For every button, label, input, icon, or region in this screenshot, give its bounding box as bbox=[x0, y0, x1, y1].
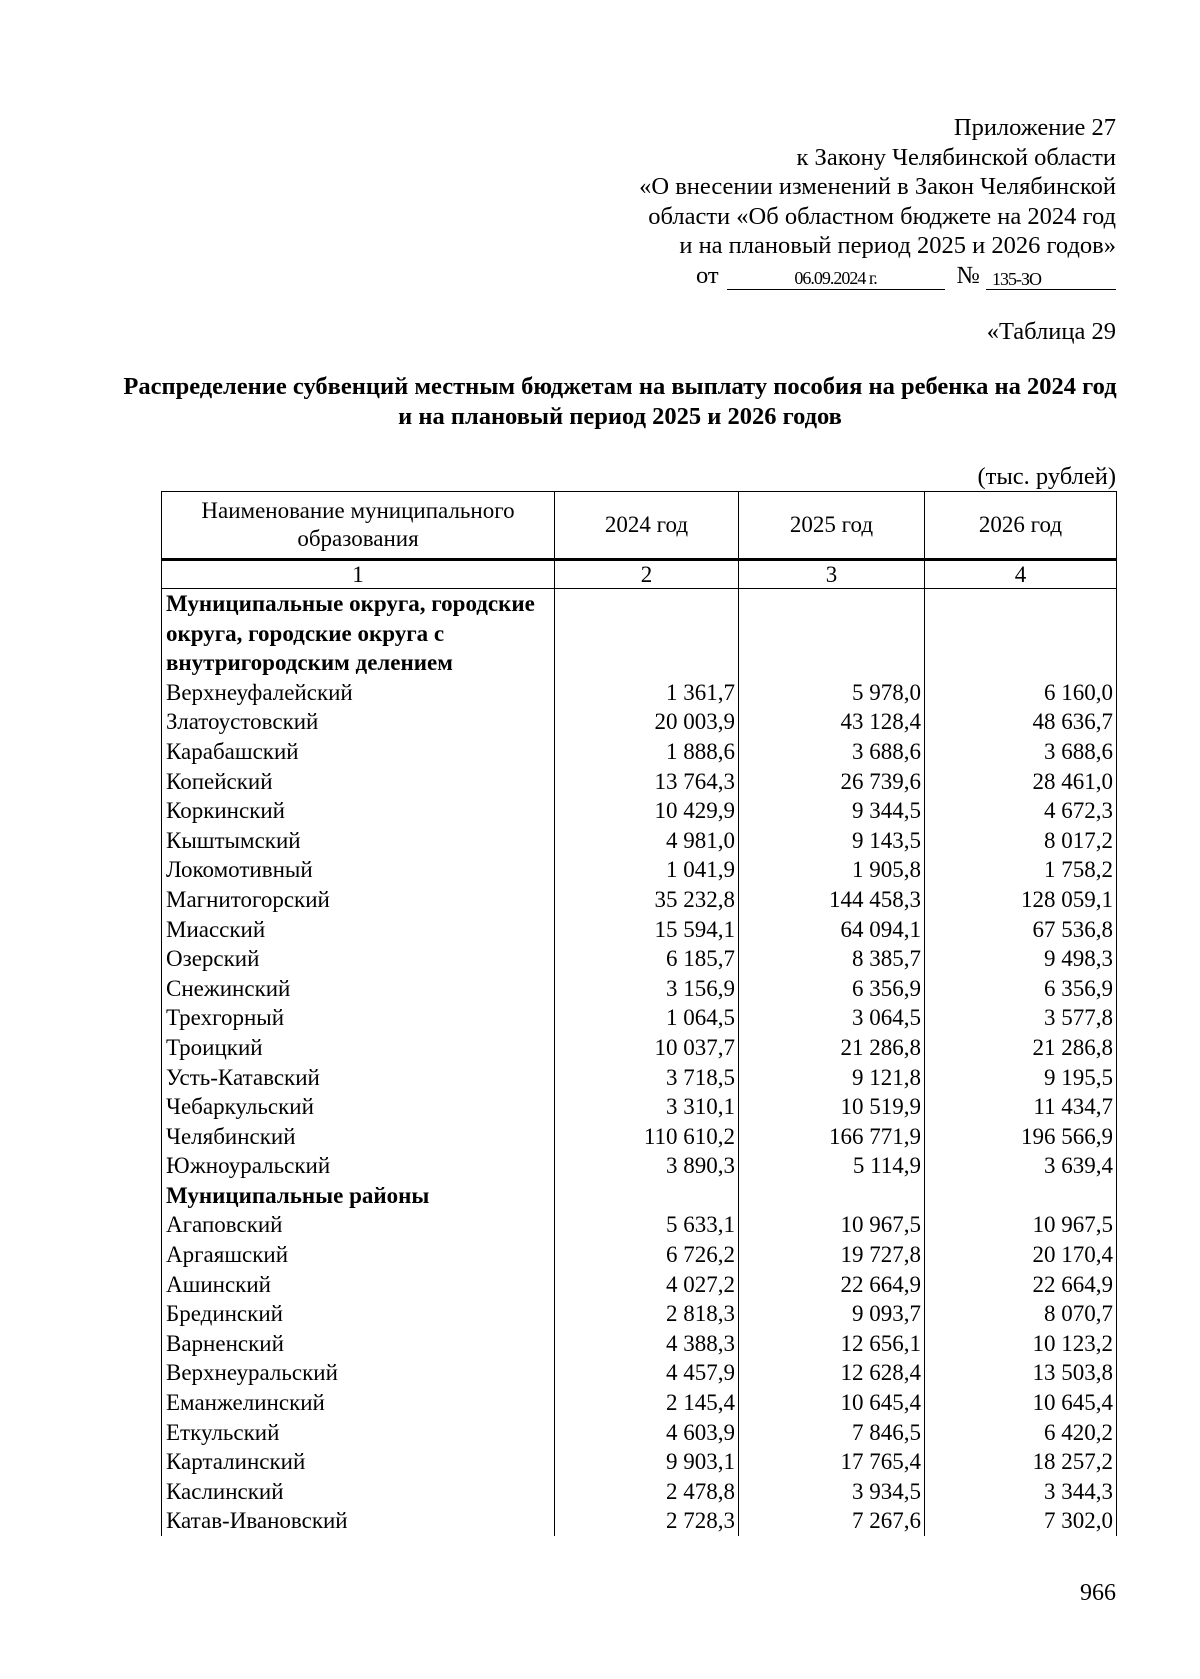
table-row bbox=[162, 1329, 1117, 1359]
municipality-name: Ашинский bbox=[162, 1270, 555, 1300]
column-number: 4 bbox=[925, 560, 1117, 589]
amount-2025: 3 688,6 bbox=[739, 737, 925, 767]
municipality-name: Локомотивный bbox=[162, 855, 555, 885]
municipality-name: Верхнеуральский bbox=[162, 1358, 555, 1388]
table-row bbox=[162, 1003, 1117, 1033]
table-row bbox=[162, 737, 1117, 767]
municipality-name: Еткульский bbox=[162, 1418, 555, 1448]
table-row bbox=[162, 1388, 1117, 1418]
amount-2025: 3 064,5 bbox=[739, 1003, 925, 1033]
amount-2025: 21 286,8 bbox=[739, 1033, 925, 1063]
table-row bbox=[162, 915, 1117, 945]
amount-2026: 196 566,9 bbox=[925, 1122, 1117, 1152]
appendix-line: Приложение 27 bbox=[953, 114, 1116, 141]
amount-2026: 9 498,3 bbox=[925, 944, 1117, 974]
amount-2024: 3 890,3 bbox=[555, 1151, 739, 1181]
amount-2026: 7 302,0 bbox=[925, 1506, 1117, 1536]
subvention-table bbox=[161, 491, 1117, 1536]
municipality-name: Южноуральский bbox=[162, 1151, 555, 1181]
empty-cell bbox=[925, 589, 1117, 678]
document-title: Распределение субвенций местным бюджетам на выплату пособия на ребенка на 2024 год и на плановый период 2025 и 2026 годов bbox=[123, 373, 1117, 430]
table-row bbox=[162, 1270, 1117, 1300]
amount-2024: 15 594,1 bbox=[555, 915, 739, 945]
municipality-name: Копейский bbox=[162, 767, 555, 797]
appendix-line: и на плановый период 2025 и 2026 годов» bbox=[679, 232, 1116, 259]
municipality-name: Карталинский bbox=[162, 1447, 555, 1477]
amount-2024: 35 232,8 bbox=[555, 885, 739, 915]
municipality-name: Трехгорный bbox=[162, 1003, 555, 1033]
empty-cell bbox=[555, 589, 739, 678]
amount-2025: 12 656,1 bbox=[739, 1329, 925, 1359]
amount-2024: 6 726,2 bbox=[555, 1240, 739, 1270]
amount-2024: 4 027,2 bbox=[555, 1270, 739, 1300]
amount-2024: 4 457,9 bbox=[555, 1358, 739, 1388]
amount-2025: 10 645,4 bbox=[739, 1388, 925, 1418]
amount-2026: 28 461,0 bbox=[925, 767, 1117, 797]
municipality-name: Миасский bbox=[162, 915, 555, 945]
municipality-name: Чебаркульский bbox=[162, 1092, 555, 1122]
amount-2024: 10 037,7 bbox=[555, 1033, 739, 1063]
amount-2024: 1 041,9 bbox=[555, 855, 739, 885]
amount-2025: 166 771,9 bbox=[739, 1122, 925, 1152]
law-date: 06.09.2024 г. bbox=[727, 263, 945, 290]
table-row bbox=[162, 1358, 1117, 1388]
table-row bbox=[162, 1151, 1117, 1181]
municipality-name: Варненский bbox=[162, 1329, 555, 1359]
amount-2025: 43 128,4 bbox=[739, 707, 925, 737]
municipality-name: Магнитогорский bbox=[162, 885, 555, 915]
amount-2025: 9 344,5 bbox=[739, 796, 925, 826]
amount-2026: 13 503,8 bbox=[925, 1358, 1117, 1388]
amount-2025: 10 519,9 bbox=[739, 1092, 925, 1122]
amount-2025: 19 727,8 bbox=[739, 1240, 925, 1270]
municipality-name: Агаповский bbox=[162, 1210, 555, 1240]
amount-2026: 3 688,6 bbox=[925, 737, 1117, 767]
table-header-row bbox=[162, 492, 1117, 560]
amount-2024: 6 185,7 bbox=[555, 944, 739, 974]
table-row bbox=[162, 678, 1117, 708]
amount-2024: 3 310,1 bbox=[555, 1092, 739, 1122]
amount-2025: 26 739,6 bbox=[739, 767, 925, 797]
amount-2024: 10 429,9 bbox=[555, 796, 739, 826]
amount-2024: 3 718,5 bbox=[555, 1063, 739, 1093]
column-number-row bbox=[162, 560, 1117, 589]
table-row bbox=[162, 1063, 1117, 1093]
table-row bbox=[162, 1418, 1117, 1448]
section-row bbox=[162, 589, 1117, 678]
amount-2024: 20 003,9 bbox=[555, 707, 739, 737]
municipality-name: Кыштымский bbox=[162, 826, 555, 856]
amount-2025: 3 934,5 bbox=[739, 1477, 925, 1507]
empty-cell bbox=[555, 1181, 739, 1211]
column-number: 3 bbox=[739, 560, 925, 589]
amount-2025: 6 356,9 bbox=[739, 974, 925, 1004]
header-municipality: Наименование муниципального образования bbox=[162, 492, 555, 560]
table-row bbox=[162, 1506, 1117, 1536]
amount-2026: 8 070,7 bbox=[925, 1299, 1117, 1329]
amount-2025: 8 385,7 bbox=[739, 944, 925, 974]
amount-2026: 18 257,2 bbox=[925, 1447, 1117, 1477]
municipality-name: Челябинский bbox=[162, 1122, 555, 1152]
amount-2026: 10 645,4 bbox=[925, 1388, 1117, 1418]
municipality-name: Аргаяшский bbox=[162, 1240, 555, 1270]
section-title: Муниципальные районы bbox=[162, 1181, 555, 1211]
amount-2024: 9 903,1 bbox=[555, 1447, 739, 1477]
table-body bbox=[162, 589, 1117, 1537]
amount-2025: 22 664,9 bbox=[739, 1270, 925, 1300]
amount-2024: 2 478,8 bbox=[555, 1477, 739, 1507]
amount-2026: 9 195,5 bbox=[925, 1063, 1117, 1093]
amount-2025: 9 121,8 bbox=[739, 1063, 925, 1093]
municipality-name: Брединский bbox=[162, 1299, 555, 1329]
table-row bbox=[162, 767, 1117, 797]
header-2026: 2026 год bbox=[925, 492, 1117, 560]
municipality-name: Озерский bbox=[162, 944, 555, 974]
municipality-name: Каслинский bbox=[162, 1477, 555, 1507]
table-row bbox=[162, 826, 1117, 856]
amount-2024: 3 156,9 bbox=[555, 974, 739, 1004]
law-number: 135-ЗО bbox=[986, 264, 1116, 290]
empty-cell bbox=[739, 589, 925, 678]
units-label: (тыс. рублей) bbox=[977, 463, 1116, 490]
municipality-name: Троицкий bbox=[162, 1033, 555, 1063]
amount-2024: 13 764,3 bbox=[555, 767, 739, 797]
amount-2024: 5 633,1 bbox=[555, 1210, 739, 1240]
amount-2024: 4 388,3 bbox=[555, 1329, 739, 1359]
amount-2026: 3 639,4 bbox=[925, 1151, 1117, 1181]
amount-2026: 6 356,9 bbox=[925, 974, 1117, 1004]
number-label: № bbox=[956, 261, 980, 289]
amount-2026: 3 344,3 bbox=[925, 1477, 1117, 1507]
amount-2026: 3 577,8 bbox=[925, 1003, 1117, 1033]
amount-2026: 6 420,2 bbox=[925, 1418, 1117, 1448]
empty-cell bbox=[925, 1181, 1117, 1211]
amount-2026: 10 123,2 bbox=[925, 1329, 1117, 1359]
appendix-line: к Закону Челябинской области bbox=[796, 143, 1116, 171]
municipality-name: Коркинский bbox=[162, 796, 555, 826]
table-row bbox=[162, 796, 1117, 826]
table-row bbox=[162, 944, 1117, 974]
amount-2025: 7 846,5 bbox=[739, 1418, 925, 1448]
table-row bbox=[162, 1122, 1117, 1152]
column-number: 1 bbox=[162, 560, 555, 589]
column-number: 2 bbox=[555, 560, 739, 589]
amount-2024: 110 610,2 bbox=[555, 1122, 739, 1152]
table-label: «Таблица 29 bbox=[986, 318, 1116, 345]
appendix-line: «О внесении изменений в Закон Челябинской bbox=[639, 173, 1116, 200]
empty-cell bbox=[739, 1181, 925, 1211]
page-number: 966 bbox=[1080, 1580, 1116, 1606]
amount-2024: 4 603,9 bbox=[555, 1418, 739, 1448]
municipality-name: Карабашский bbox=[162, 737, 555, 767]
amount-2025: 64 094,1 bbox=[739, 915, 925, 945]
municipality-name: Катав-Ивановский bbox=[162, 1506, 555, 1536]
table-row bbox=[162, 1477, 1117, 1507]
amount-2025: 17 765,4 bbox=[739, 1447, 925, 1477]
section-row bbox=[162, 1181, 1117, 1211]
amount-2026: 11 434,7 bbox=[925, 1092, 1117, 1122]
amount-2025: 10 967,5 bbox=[739, 1210, 925, 1240]
amount-2024: 2 145,4 bbox=[555, 1388, 739, 1418]
table-row bbox=[162, 1447, 1117, 1477]
section-title: Муниципальные округа, городские округа, городские округа с внутригородским делением bbox=[162, 589, 555, 678]
from-label: от bbox=[695, 261, 719, 289]
amount-2024: 2 818,3 bbox=[555, 1299, 739, 1329]
table-row bbox=[162, 885, 1117, 915]
amount-2024: 1 064,5 bbox=[555, 1003, 739, 1033]
amount-2024: 4 981,0 bbox=[555, 826, 739, 856]
amount-2025: 5 978,0 bbox=[739, 678, 925, 708]
amount-2026: 10 967,5 bbox=[925, 1210, 1117, 1240]
table-row bbox=[162, 1092, 1117, 1122]
appendix-line: области «Об областном бюджете на 2024 год bbox=[648, 202, 1116, 230]
amount-2025: 9 093,7 bbox=[739, 1299, 925, 1329]
law-date-number-line bbox=[639, 261, 1116, 291]
amount-2024: 1 361,7 bbox=[555, 678, 739, 708]
amount-2026: 128 059,1 bbox=[925, 885, 1117, 915]
amount-2025: 12 628,4 bbox=[739, 1358, 925, 1388]
municipality-name: Еманжелинский bbox=[162, 1388, 555, 1418]
amount-2025: 144 458,3 bbox=[739, 885, 925, 915]
municipality-name: Снежинский bbox=[162, 974, 555, 1004]
amount-2026: 67 536,8 bbox=[925, 915, 1117, 945]
amount-2024: 2 728,3 bbox=[555, 1506, 739, 1536]
amount-2024: 1 888,6 bbox=[555, 737, 739, 767]
amount-2025: 7 267,6 bbox=[739, 1506, 925, 1536]
amount-2026: 1 758,2 bbox=[925, 855, 1117, 885]
municipality-name: Златоустовский bbox=[162, 707, 555, 737]
amount-2026: 21 286,8 bbox=[925, 1033, 1117, 1063]
appendix-header bbox=[639, 113, 1116, 290]
table-row bbox=[162, 855, 1117, 885]
table-row bbox=[162, 1033, 1117, 1063]
amount-2026: 8 017,2 bbox=[925, 826, 1117, 856]
table-row bbox=[162, 707, 1117, 737]
amount-2025: 9 143,5 bbox=[739, 826, 925, 856]
amount-2026: 20 170,4 bbox=[925, 1240, 1117, 1270]
amount-2026: 22 664,9 bbox=[925, 1270, 1117, 1300]
table-row bbox=[162, 1299, 1117, 1329]
amount-2026: 6 160,0 bbox=[925, 678, 1117, 708]
amount-2026: 48 636,7 bbox=[925, 707, 1117, 737]
header-2025: 2025 год bbox=[739, 492, 925, 560]
amount-2026: 4 672,3 bbox=[925, 796, 1117, 826]
table-row bbox=[162, 1210, 1117, 1240]
header-2024: 2024 год bbox=[555, 492, 739, 560]
amount-2025: 1 905,8 bbox=[739, 855, 925, 885]
table-row bbox=[162, 974, 1117, 1004]
municipality-name: Верхнеуфалейский bbox=[162, 678, 555, 708]
amount-2025: 5 114,9 bbox=[739, 1151, 925, 1181]
municipality-name: Усть-Катавский bbox=[162, 1063, 555, 1093]
table-row bbox=[162, 1240, 1117, 1270]
